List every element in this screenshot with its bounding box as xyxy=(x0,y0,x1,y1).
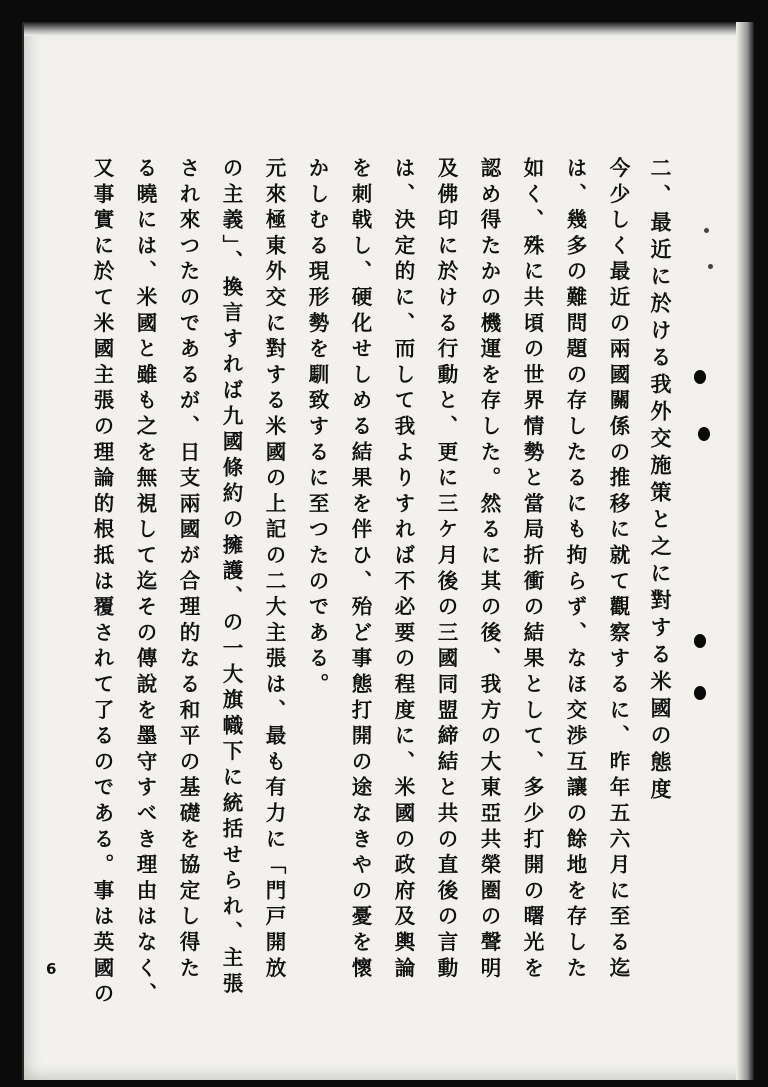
page-number: 6 xyxy=(46,960,57,978)
text-column: 如く、殊に共頃の世界情勢と當局折衝の結果として、多少打開の曙光を xyxy=(520,157,544,983)
text-column: は、決定的に、而して我よりすれば不必要の程度に、米國の政府及輿論 xyxy=(391,157,415,983)
text-column: され來つたのであるが、日支兩國が合理的なる和平の基礎を協定し得た xyxy=(176,157,200,983)
text-column: 及佛印に於ける行動と、更に三ケ月後の三國同盟締結と共の直後の言動 xyxy=(434,157,458,983)
text-column: 元來極東外交に對する米國の上記の二大主張は、最も有力に「門戸開放 xyxy=(262,157,286,983)
binding-hole xyxy=(698,427,710,441)
scan-right-edge xyxy=(736,22,754,1080)
text-column: る曉には、米國と雖も之を無視して迄その傳說を墨守すべき理由はなく、 xyxy=(133,157,157,1009)
binding-hole xyxy=(694,370,706,384)
text-column: 又事實に於て米國主張の理論的根抵は覆されて了るのである。事は英國の xyxy=(90,157,114,1009)
text-column: の主義」、換言すれば九國條約の擁護、の一大旗幟下に統括せられ、主張 xyxy=(219,157,243,999)
text-column: を刺戟し、硬化せしめる結果を伴ひ、殆ど事態打開の途なきやの憂を懷 xyxy=(348,157,372,983)
binding-hole xyxy=(694,634,706,648)
text-column: は、幾多の難問題の存したるにも拘らず、なほ交渉互讓の餘地を存した xyxy=(563,157,587,983)
text-column: かしむる現形勢を馴致するに至つたのである。 xyxy=(305,157,329,699)
text-column: 今少しく最近の兩國關係の推移に就て觀察するに、昨年五六月に至る迄 xyxy=(606,157,630,983)
vertical-text-body xyxy=(90,157,682,1009)
section-heading: 二、最近に於ける我外交施策と之に對する米國の態度 xyxy=(648,157,673,805)
text-column: 認め得たかの機運を存した。然るに其の後、我方の大東亞共榮圏の聲明 xyxy=(477,157,501,983)
scan-top-edge xyxy=(24,22,754,36)
scan-speck xyxy=(704,228,709,233)
document-page xyxy=(22,22,754,1080)
binding-hole xyxy=(694,686,706,700)
scan-speck xyxy=(708,264,713,269)
